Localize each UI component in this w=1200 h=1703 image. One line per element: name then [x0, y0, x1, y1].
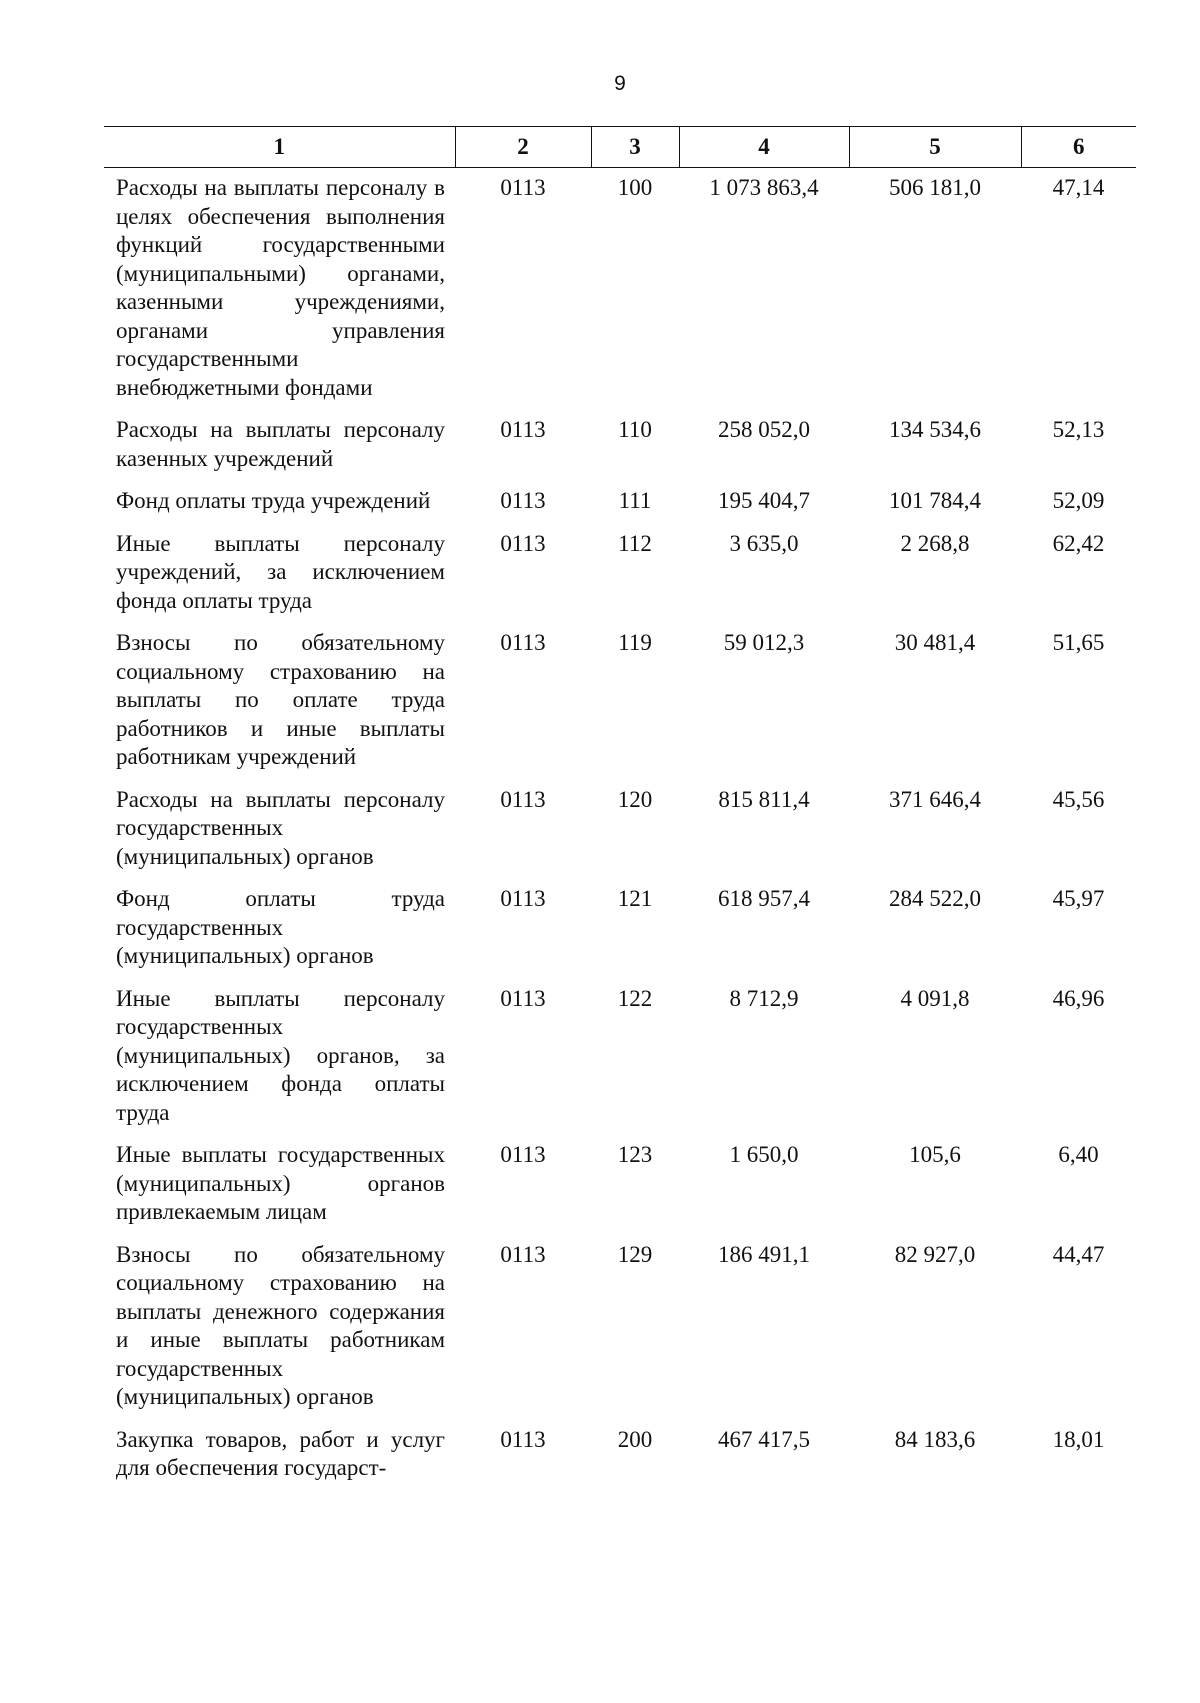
row-plan: 186 491,1 [718, 1241, 810, 1267]
row-actual: 105,6 [909, 1142, 961, 1167]
row-name: Расходы на выплаты персоналу в целях обеспечения выполнения функций государственными (муниципальными) органами, казенными учреждениями, органами управления государственными внебюджетными фондами [116, 175, 445, 400]
row-name: Иные выплаты персоналу государственных (муниципальных) органов, за исключением фонда оплаты труда [116, 985, 445, 1125]
budget-table [104, 126, 1136, 1493]
row-plan: 618 957,4 [718, 886, 810, 911]
table-row [104, 881, 1136, 981]
header-row [104, 127, 1136, 168]
table-row [104, 168, 1136, 413]
row-actual: 134 534,6 [889, 417, 981, 442]
table-row [104, 1137, 1136, 1237]
row-type: 112 [618, 530, 652, 556]
header-col-5: 5 [849, 127, 1021, 168]
row-percent: 6,40 [1058, 1142, 1099, 1167]
row-type: 129 [617, 1241, 653, 1267]
row-plan: 815 811,4 [718, 786, 810, 812]
row-percent: 62,42 [1052, 530, 1105, 556]
row-actual: 284 522,0 [889, 886, 981, 911]
row-percent: 45,97 [1052, 886, 1105, 911]
row-type: 200 [617, 1426, 653, 1452]
row-name: Иные выплаты персоналу учреждений, за исключением фонда оплаты труда [116, 530, 445, 613]
row-plan: 195 404,7 [718, 488, 810, 513]
row-section: 0113 [500, 175, 546, 200]
table-row [104, 1237, 1136, 1422]
table-row [104, 483, 1136, 526]
row-actual: 4 091,8 [900, 985, 970, 1011]
row-actual: 84 183,6 [894, 1426, 976, 1452]
row-section: 0113 [500, 985, 546, 1011]
row-plan: 3 635,0 [729, 530, 799, 556]
row-section: 0113 [500, 1142, 546, 1167]
row-section: 0113 [500, 417, 546, 442]
row-section: 0113 [500, 530, 546, 556]
row-plan: 467 417,5 [718, 1426, 810, 1452]
row-percent: 46,96 [1052, 985, 1105, 1011]
row-name: Взносы по обязательному социальному страхованию на выплаты по оплате труда работников и иные выплаты работникам учреждений [116, 630, 445, 769]
row-percent: 47,14 [1052, 175, 1105, 200]
table-row [104, 526, 1136, 626]
row-actual: 101 784,4 [889, 488, 981, 513]
row-name: Расходы на выплаты персоналу казенных учреждений [116, 417, 445, 471]
row-type: 111 [618, 488, 652, 513]
row-name: Фонд оплаты труда государственных (муниципальных) органов [116, 886, 445, 968]
row-type: 122 [617, 985, 653, 1011]
row-plan: 1 073 863,4 [709, 175, 819, 200]
row-type: 123 [617, 1142, 653, 1167]
table-row [104, 981, 1136, 1138]
row-name: Взносы по обязательному социальному страхованию на выплаты денежного содержания и иные выплаты работникам государственных (муниципальных) органов [116, 1241, 445, 1409]
row-percent: 51,65 [1052, 630, 1105, 655]
row-percent: 52,09 [1052, 488, 1105, 513]
table-row [104, 1422, 1136, 1493]
row-section: 0113 [500, 886, 546, 911]
row-plan: 8 712,9 [729, 985, 799, 1011]
row-section: 0113 [500, 630, 546, 655]
row-percent: 18,01 [1052, 1426, 1105, 1452]
row-section: 0113 [500, 786, 546, 812]
row-type: 110 [618, 417, 652, 442]
row-percent: 44,47 [1052, 1241, 1105, 1267]
row-actual: 371 646,4 [889, 786, 981, 812]
row-section: 0113 [500, 1241, 546, 1267]
row-plan: 59 012,3 [723, 630, 805, 655]
table-row [104, 782, 1136, 882]
row-type: 100 [617, 175, 653, 200]
row-type: 121 [617, 886, 653, 911]
row-type: 119 [618, 630, 652, 655]
row-name: Закупка товаров, работ и услуг для обеспечения государст- [116, 1426, 445, 1480]
table-row [104, 412, 1136, 483]
header-col-4: 4 [679, 127, 849, 168]
page-number: 9 [614, 72, 626, 95]
row-section: 0113 [500, 488, 546, 513]
row-name: Расходы на выплаты персоналу государственных (муниципальных) органов [116, 786, 445, 869]
row-percent: 52,13 [1052, 417, 1105, 442]
row-actual: 2 268,8 [900, 530, 970, 556]
row-section: 0113 [500, 1426, 546, 1452]
header-col-3: 3 [591, 127, 679, 168]
table-row [104, 625, 1136, 782]
row-type: 120 [617, 786, 653, 812]
row-plan: 1 650,0 [729, 1142, 799, 1167]
row-plan: 258 052,0 [718, 417, 810, 442]
header-col-6: 6 [1021, 127, 1136, 168]
header-col-2: 2 [455, 127, 591, 168]
row-percent: 45,56 [1052, 786, 1105, 812]
header-col-1: 1 [104, 127, 455, 168]
row-actual: 30 481,4 [894, 630, 976, 655]
row-name: Иные выплаты государственных (муниципальных) органов привлекаемым лицам [116, 1142, 445, 1224]
row-actual: 506 181,0 [889, 175, 981, 200]
row-name: Фонд оплаты труда учреждений [116, 488, 431, 513]
row-actual: 82 927,0 [894, 1241, 976, 1267]
